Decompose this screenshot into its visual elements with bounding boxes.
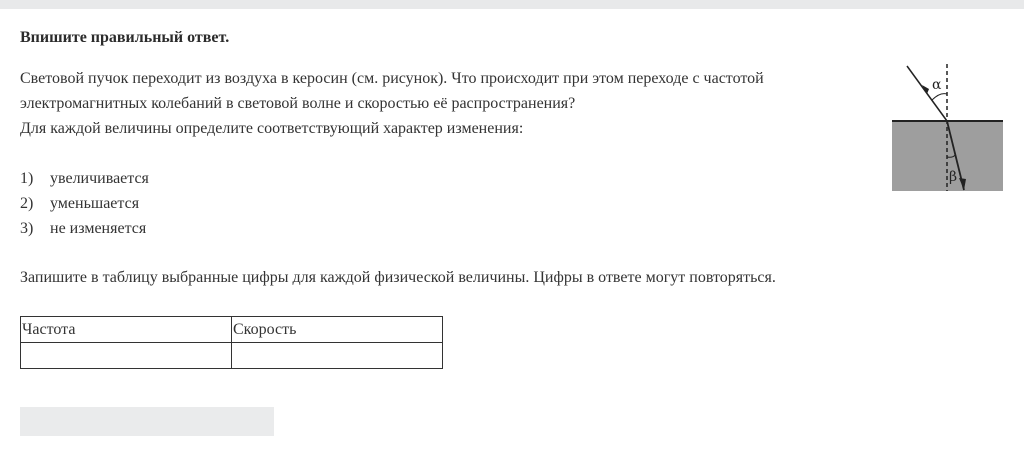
beta-label: β [949, 169, 958, 185]
frequency-answer-input[interactable] [22, 343, 234, 368]
option-item [20, 166, 149, 191]
option-number: 2) [20, 195, 34, 212]
top-bar [0, 0, 1024, 9]
answer-button-placeholder[interactable] [20, 407, 274, 436]
header-frequency: Частота [21, 317, 232, 343]
speed-cell [232, 343, 443, 369]
question-line: электромагнитных колебаний в световой волне и скоростью её распространения? [20, 95, 576, 112]
option-text: не изменяется [50, 220, 147, 237]
answer-table [20, 316, 443, 369]
alpha-arc [932, 94, 947, 100]
answer-table-input-row [21, 343, 443, 369]
option-number: 1) [20, 170, 34, 187]
option-item [20, 191, 149, 216]
question-line: Для каждой величины определите соответствующий характер изменения: [20, 120, 524, 137]
frequency-cell [21, 343, 232, 369]
option-item [20, 216, 149, 241]
alpha-label: α [932, 77, 942, 93]
speed-answer-input[interactable] [233, 343, 445, 368]
header-speed: Скорость [232, 317, 443, 343]
answer-table-header-row [21, 317, 443, 343]
question-line: Световой пучок переходит из воздуха в керосин (см. рисунок). Что происходит при этом переходе с частотой [20, 70, 764, 87]
answer-note: Запишите в таблицу выбранные цифры для каждой физической величины. Цифры в ответе могут повторяться. [20, 269, 776, 286]
option-text: увеличивается [50, 170, 149, 187]
option-text: уменьшается [50, 195, 140, 212]
option-number: 3) [20, 220, 34, 237]
refraction-figure [890, 62, 1006, 196]
task-instruction: Впишите правильный ответ. [20, 29, 230, 46]
question-text [20, 66, 880, 141]
options-list [20, 166, 149, 241]
